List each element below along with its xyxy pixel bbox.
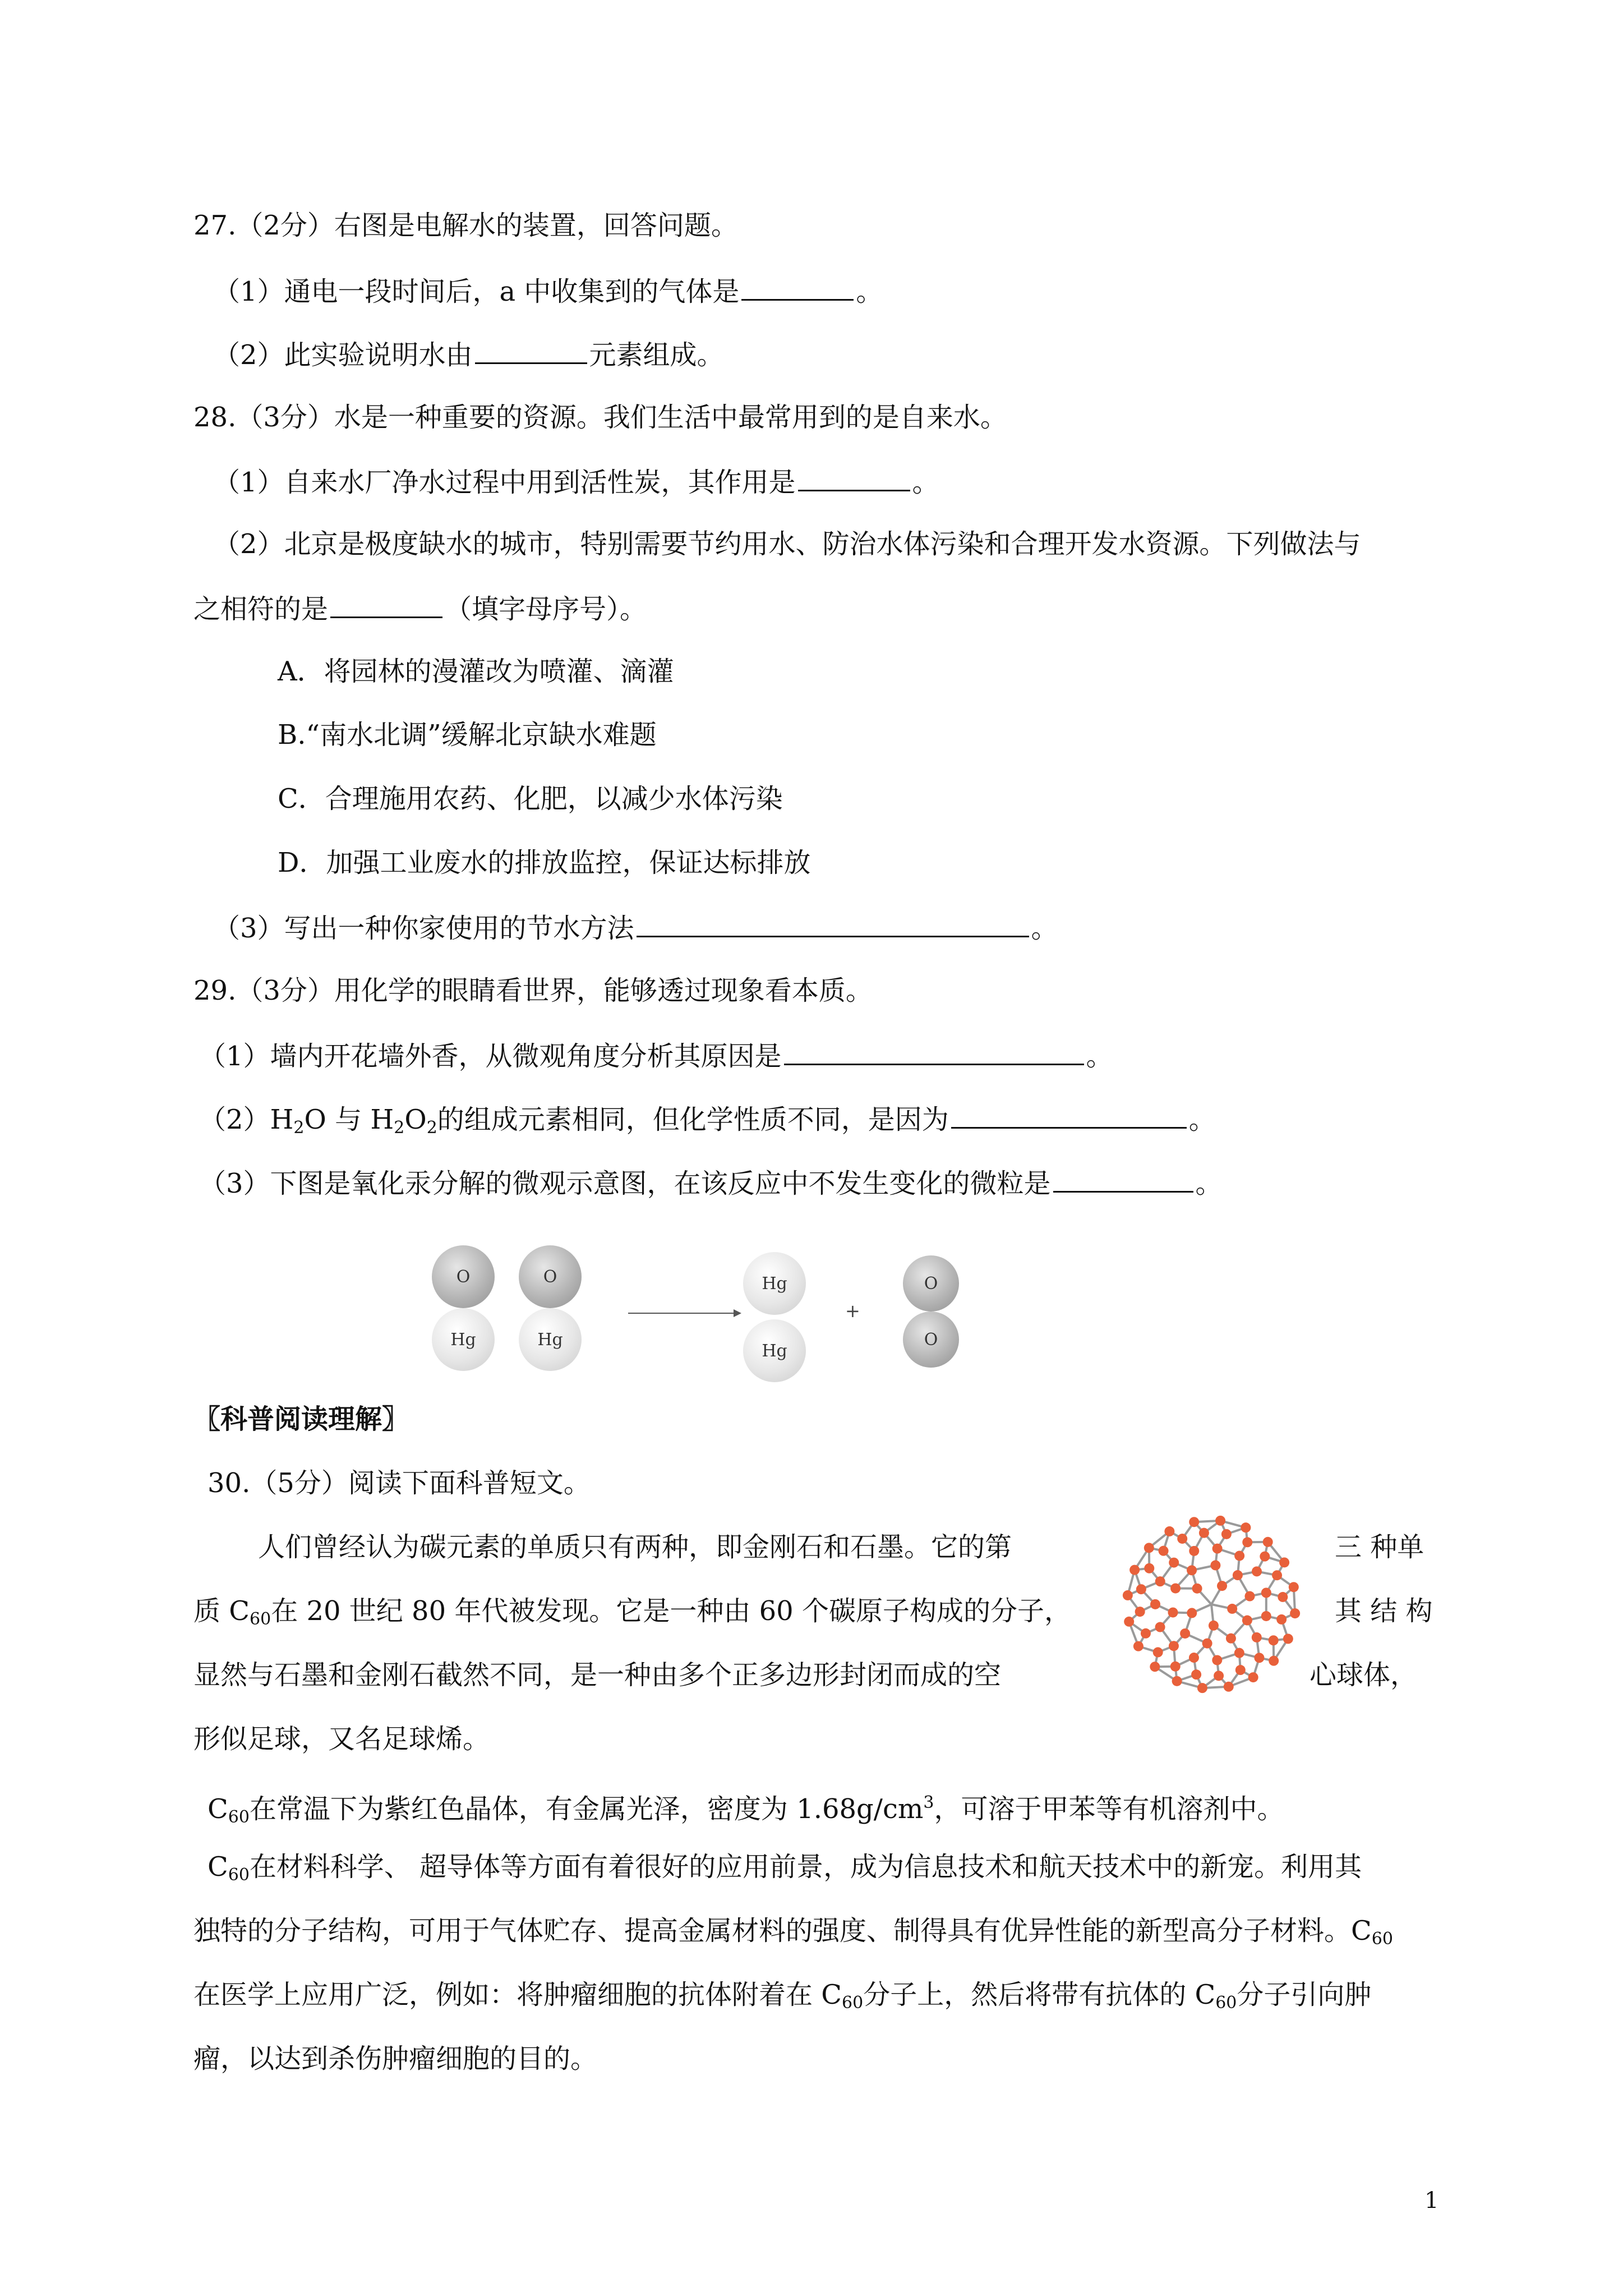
carbon-atom bbox=[1269, 1635, 1279, 1645]
q29-part2-end: 。 bbox=[1188, 1104, 1216, 1135]
mercury-atom: Hg bbox=[743, 1319, 806, 1382]
carbon-atom bbox=[1242, 1537, 1252, 1547]
text: O 与 H bbox=[304, 1104, 394, 1135]
carbon-atom bbox=[1269, 1656, 1279, 1666]
q30-para3-line2 bbox=[193, 1914, 1393, 1956]
carbon-atom bbox=[1226, 1634, 1236, 1644]
q27-stem: 27.（2分）右图是电解水的装置，回答问题。 bbox=[193, 210, 738, 241]
subscript: 60 bbox=[1371, 1929, 1393, 1949]
q29-part3 bbox=[199, 1165, 1223, 1200]
carbon-atom bbox=[1170, 1583, 1181, 1593]
q30-para1-line3-right: 心球体， bbox=[1310, 1659, 1418, 1691]
carbon-atom bbox=[1180, 1628, 1190, 1639]
carbon-atom bbox=[1254, 1653, 1264, 1663]
q28-option-c: C．合理施用农药、化肥，以减少水体污染 bbox=[278, 783, 783, 815]
q30-para3-line4: 瘤，以达到杀伤肿瘤细胞的目的。 bbox=[193, 2043, 598, 2074]
q30-para2 bbox=[208, 1786, 1284, 1834]
answer-blank[interactable] bbox=[475, 337, 587, 364]
q28-option-a: A．将园林的漫灌改为喷灌、滴灌 bbox=[278, 656, 674, 687]
section-title: 〖科普阅读理解〗 bbox=[193, 1404, 409, 1435]
q28-part3-text: （3）写出一种你家使用的节水方法 bbox=[213, 913, 634, 944]
carbon-atom bbox=[1233, 1570, 1243, 1580]
q30-stem: 30.（5分）阅读下面科普短文。 bbox=[208, 1467, 591, 1499]
carbon-atom bbox=[1242, 1616, 1252, 1626]
carbon-atom bbox=[1170, 1662, 1181, 1672]
carbon-atom bbox=[1276, 1614, 1287, 1625]
answer-blank[interactable] bbox=[1053, 1165, 1193, 1193]
q27-part1 bbox=[213, 273, 883, 309]
text: 分子引向肿 bbox=[1237, 1979, 1372, 2010]
q30-para1-line2 bbox=[193, 1594, 1071, 1636]
q29-part2 bbox=[199, 1101, 1216, 1145]
q30-para3-line1 bbox=[208, 1850, 1362, 1892]
subscript: 2 bbox=[426, 1118, 437, 1138]
subscript: 60 bbox=[1215, 1993, 1237, 2013]
q28-part3-end: 。 bbox=[1031, 913, 1058, 944]
q30-para1-line2-right: 其 结 构 bbox=[1335, 1595, 1433, 1627]
q30-para1-line1-right: 三 种单 bbox=[1335, 1531, 1424, 1563]
q30-para1-line4: 形似足球，又名足球烯。 bbox=[193, 1723, 490, 1755]
text: 的组成元素相同，但化学性质不同，是因为 bbox=[437, 1104, 949, 1135]
text: ，可溶于甲苯等有机溶剂中。 bbox=[934, 1793, 1284, 1825]
carbon-atom bbox=[1189, 1546, 1199, 1556]
carbon-atom bbox=[1144, 1543, 1154, 1553]
oxygen-atom: O bbox=[519, 1245, 582, 1308]
carbon-atom bbox=[1169, 1558, 1179, 1568]
text: 在 20 世纪 80 年代被发现。它是一种由 60 个碳原子构成的分子， bbox=[271, 1595, 1071, 1627]
carbon-atom bbox=[1235, 1665, 1246, 1675]
text: 在医学上应用广泛，例如：将肿瘤细胞的抗体附着在 C bbox=[193, 1979, 842, 2010]
q28-part1-text: （1）自来水厂净水过程中用到活性炭，其作用是 bbox=[213, 467, 796, 498]
answer-blank[interactable] bbox=[798, 464, 910, 491]
page-number: 1 bbox=[1424, 2188, 1439, 2214]
mercury-atom: Hg bbox=[519, 1308, 582, 1371]
q28-part1-end: 。 bbox=[912, 467, 939, 498]
subscript: 60 bbox=[228, 1865, 250, 1885]
carbon-atom bbox=[1283, 1634, 1293, 1644]
carbon-atom bbox=[1260, 1552, 1270, 1562]
q27-part1-text: （1）通电一段时间后，a 中收集到的气体是 bbox=[213, 276, 740, 307]
carbon-atom bbox=[1155, 1576, 1165, 1586]
oxygen-atom: O bbox=[903, 1255, 959, 1312]
subscript: 60 bbox=[842, 1993, 864, 2013]
subscript: 2 bbox=[293, 1118, 305, 1138]
answer-blank[interactable] bbox=[637, 910, 1029, 937]
text: （2）H bbox=[199, 1104, 294, 1135]
carbon-atom bbox=[1187, 1565, 1197, 1575]
q28-part2-text: 之相符的是 bbox=[193, 593, 329, 625]
carbon-atom bbox=[1221, 1529, 1232, 1539]
carbon-atom bbox=[1261, 1588, 1271, 1598]
carbon-atom bbox=[1197, 1683, 1207, 1693]
carbon-atom bbox=[1187, 1608, 1197, 1618]
q28-option-d: D．加强工业废水的排放监控，保证达标排放 bbox=[278, 847, 811, 878]
carbon-atom bbox=[1252, 1632, 1262, 1642]
q29-part3-text: （3）下图是氧化汞分解的微观示意图，在该反应中不发生变化的微粒是 bbox=[199, 1168, 1051, 1199]
reaction-arrow-icon bbox=[628, 1313, 740, 1314]
answer-blank[interactable] bbox=[784, 1038, 1084, 1065]
carbon-atom bbox=[1214, 1671, 1224, 1681]
text: 质 C bbox=[193, 1595, 250, 1627]
answer-blank[interactable] bbox=[330, 591, 442, 618]
fullerene-c60-icon bbox=[1116, 1509, 1307, 1700]
q27-part2-text: （2）此实验说明水由 bbox=[213, 339, 473, 371]
carbon-atom bbox=[1252, 1566, 1262, 1576]
carbon-atom bbox=[1172, 1676, 1182, 1686]
carbon-atom bbox=[1261, 1611, 1271, 1621]
carbon-atom bbox=[1159, 1546, 1169, 1556]
superscript: 3 bbox=[923, 1793, 934, 1812]
carbon-atom bbox=[1241, 1522, 1251, 1533]
carbon-atom bbox=[1168, 1607, 1178, 1617]
carbon-atom bbox=[1133, 1641, 1144, 1651]
carbon-atom bbox=[1215, 1516, 1225, 1526]
subscript: 2 bbox=[394, 1118, 405, 1138]
text: 在常温下为紫红色晶体，有金属光泽，密度为 1.68g/cm bbox=[249, 1793, 924, 1825]
q27-part2-end: 元素组成。 bbox=[589, 339, 724, 371]
carbon-atom bbox=[1177, 1534, 1187, 1544]
carbon-atom bbox=[1209, 1621, 1219, 1631]
subscript: 60 bbox=[250, 1609, 271, 1629]
answer-blank[interactable] bbox=[951, 1101, 1187, 1129]
mercury-atom: Hg bbox=[743, 1252, 806, 1315]
q28-part2-line1: （2）北京是极度缺水的城市，特别需要节约用水、防治水体污染和合理开发水资源。下列做法与 bbox=[213, 528, 1361, 560]
carbon-atom bbox=[1136, 1584, 1146, 1594]
text: C bbox=[208, 1793, 228, 1825]
carbon-atom bbox=[1234, 1550, 1244, 1561]
q28-part2-line2 bbox=[193, 591, 647, 626]
carbon-atom bbox=[1169, 1641, 1179, 1651]
carbon-atom bbox=[1210, 1560, 1220, 1570]
carbon-atom bbox=[1164, 1526, 1174, 1536]
carbon-atom bbox=[1263, 1537, 1273, 1547]
carbon-atom bbox=[1212, 1544, 1223, 1554]
text: C bbox=[208, 1851, 228, 1883]
q29-stem: 29.（3分）用化学的眼睛看世界，能够透过现象看本质。 bbox=[193, 975, 873, 1006]
subscript: 60 bbox=[228, 1807, 250, 1827]
carbon-atom bbox=[1202, 1639, 1212, 1649]
carbon-atom bbox=[1278, 1592, 1288, 1602]
q30-para1-line1: 人们曾经认为碳元素的单质只有两种，即金刚石和石墨。它的第 bbox=[258, 1531, 1012, 1563]
carbon-atom bbox=[1227, 1604, 1237, 1614]
carbon-atom bbox=[1129, 1565, 1140, 1575]
oxygen-atom: O bbox=[903, 1312, 959, 1368]
q29-part3-end: 。 bbox=[1195, 1168, 1223, 1199]
carbon-atom bbox=[1290, 1608, 1300, 1618]
carbon-atom bbox=[1123, 1590, 1133, 1600]
q30-para3-line3 bbox=[193, 1978, 1371, 2020]
carbon-atom bbox=[1189, 1653, 1199, 1663]
carbon-atom bbox=[1279, 1557, 1289, 1567]
q30-para1-line3: 显然与石墨和金刚石截然不同，是一种由多个正多边形封闭而成的空 bbox=[193, 1659, 1002, 1691]
mercury-atom: Hg bbox=[432, 1308, 495, 1371]
text: 在材料科学、 超导体等方面有着很好的应用前景，成为信息技术和航天技术中的新宠。利用其 bbox=[249, 1851, 1362, 1883]
text: 独特的分子结构，可用于气体贮存、提高金属材料的强度、制得具有优异性能的新型高分子材料。C bbox=[193, 1915, 1372, 1947]
carbon-atom bbox=[1191, 1669, 1201, 1680]
carbon-atom bbox=[1150, 1662, 1160, 1672]
q29-part1-text: （1）墙内开花墙外香，从微观角度分析其原因是 bbox=[199, 1041, 782, 1072]
carbon-atom bbox=[1234, 1648, 1244, 1658]
carbon-atom bbox=[1248, 1672, 1258, 1682]
q27-part2 bbox=[213, 337, 724, 372]
q28-part3 bbox=[213, 910, 1058, 945]
carbon-atom bbox=[1141, 1628, 1151, 1639]
q28-part2-end: （填字母序号）。 bbox=[445, 593, 647, 625]
carbon-atom bbox=[1199, 1528, 1209, 1538]
q29-part1-end: 。 bbox=[1086, 1041, 1113, 1072]
carbon-atom bbox=[1224, 1682, 1234, 1692]
answer-blank[interactable] bbox=[741, 273, 854, 301]
plus-sign: + bbox=[845, 1300, 860, 1322]
carbon-atom bbox=[1144, 1563, 1154, 1573]
carbon-atom bbox=[1244, 1591, 1255, 1602]
carbon-atom bbox=[1192, 1584, 1202, 1594]
text: O bbox=[404, 1104, 427, 1135]
carbon-atom bbox=[1217, 1581, 1227, 1591]
oxygen-atom: O bbox=[432, 1245, 495, 1308]
carbon-atom bbox=[1289, 1582, 1299, 1592]
carbon-atom bbox=[1153, 1647, 1163, 1657]
carbon-atom bbox=[1135, 1607, 1145, 1617]
q28-part1 bbox=[213, 464, 939, 499]
carbon-atom bbox=[1150, 1599, 1160, 1609]
q28-stem: 28.（3分）水是一种重要的资源。我们生活中最常用到的是自来水。 bbox=[193, 402, 1007, 433]
carbon-atom bbox=[1272, 1570, 1282, 1580]
carbon-atom bbox=[1212, 1655, 1222, 1665]
q28-option-b: B.“南水北调”缓解北京缺水难题 bbox=[278, 719, 657, 751]
carbon-atom bbox=[1155, 1622, 1165, 1632]
carbon-atom bbox=[1189, 1517, 1199, 1527]
carbon-atom bbox=[1124, 1617, 1134, 1627]
text: 分子上，然后将带有抗体的 C bbox=[863, 1979, 1216, 2010]
q27-part1-end: 。 bbox=[856, 276, 883, 307]
q29-part1 bbox=[199, 1038, 1113, 1073]
